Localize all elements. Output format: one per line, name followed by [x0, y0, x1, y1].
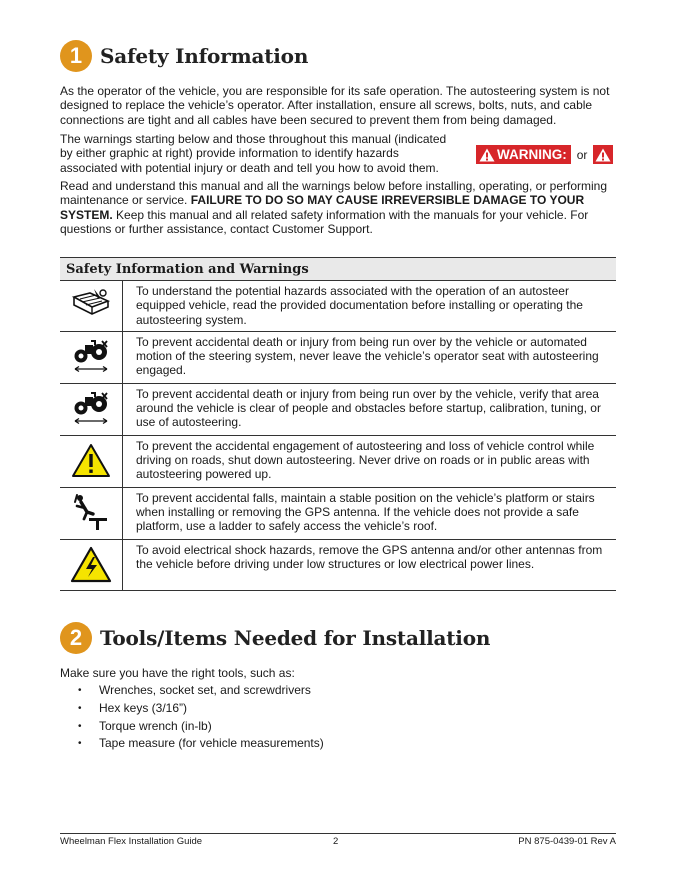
intro-paragraph: As the operator of the vehicle, you are responsible for its safe operation. The autosteering system is not designed to replace the vehicle’s operator. After installation, ensure all screws, bolts, nuts, and cable connections are tight and all cables have been secured to prevent them from being damaged.	[60, 84, 610, 127]
warning-text: To prevent accidental death or injury from being run over by the vehicle or automated motion of the steering system, never leave the vehicle’s operator seat with autosteering engaged.	[123, 331, 617, 383]
icon-cell	[60, 487, 123, 539]
or-text: or	[576, 147, 588, 162]
warning-label-graphic	[476, 145, 571, 164]
section-number-badge: 1	[60, 40, 92, 72]
section-2-heading	[60, 622, 490, 654]
warning-intro-paragraph: The warnings starting below and those throughout this manual (indicated by either graphic at right) provide information to identify hazards associated with potential injury or death and tell you how to avoid them.	[60, 132, 447, 175]
warning-text: To prevent accidental death or injury from being run over by the vehicle, verify that area around the vehicle is clear of people and obstacles before startup, calibration, tuning, or use of autosteering.	[123, 383, 617, 435]
warning-triangle-icon	[479, 148, 495, 162]
table-row	[60, 487, 616, 539]
table-row	[60, 383, 616, 435]
table-row	[60, 435, 616, 487]
icon-cell	[60, 539, 123, 590]
fall-hazard-icon	[71, 492, 111, 532]
warning-text: To understand the potential hazards associated with the operation of an autosteer equipped vehicle, read the provided documentation before installing or operating the autosteering system.	[123, 281, 617, 332]
section-1-heading	[60, 40, 308, 72]
icon-cell	[60, 331, 123, 383]
warning-label: WARNING:	[497, 147, 567, 162]
table-row	[60, 331, 616, 383]
tools-intro: Make sure you have the right tools, such as:	[60, 666, 295, 680]
read-manual-paragraph	[60, 179, 616, 236]
page-number: 2	[333, 836, 339, 847]
section-title: Safety Information	[100, 44, 309, 68]
table-row	[60, 539, 616, 590]
part-number: PN 875-0439-01 Rev A	[518, 836, 616, 847]
icon-cell	[60, 281, 123, 332]
warning-triangle-icon	[595, 148, 611, 162]
table-header: Safety Information and Warnings	[60, 258, 616, 281]
icon-cell	[60, 435, 123, 487]
electrical-hazard-icon	[70, 546, 112, 584]
section-number-badge: 2	[60, 622, 92, 654]
para3-bold: FAILURE TO DO SO MAY CAUSE IRREVERSIBLE DAMAGE TO YOUR SYSTEM.	[60, 193, 585, 222]
warning-square-graphic	[593, 145, 613, 164]
table-row	[60, 281, 616, 332]
para3-end: Keep this manual and all related safety information with the manuals for your vehicle. For questions or further assistance, contact Customer Support.	[60, 207, 589, 236]
warning-graphics	[476, 145, 613, 164]
para3-start: Read and understand this manual and all the warnings below before installing, operating, or performing maintenance or service.	[60, 179, 608, 208]
warning-text: To prevent accidental falls, maintain a stable position on the vehicle’s platform or stairs when installing or removing the GPS antenna. If the vehicle does not provide a safe platform, use a ladder to safely access the vehicle’s roof.	[123, 487, 617, 539]
caution-triangle-icon	[71, 443, 111, 479]
list-item: • Tape measure (for vehicle measurements)	[60, 735, 324, 753]
warning-text: To avoid electrical shock hazards, remove the GPS antenna and/or other antennas from the vehicle before driving under low structures or low electrical power lines.	[123, 539, 617, 590]
section-title: Tools/Items Needed for Installation	[100, 626, 491, 650]
list-item: • Hex keys (3/16”)	[60, 700, 324, 718]
table-header-row	[60, 258, 616, 281]
list-item: • Torque wrench (in-lb)	[60, 718, 324, 736]
footer-title: Wheelman Flex Installation Guide	[60, 836, 203, 847]
footer-divider	[60, 833, 616, 834]
run-over-hazard-icon	[71, 389, 111, 429]
run-over-hazard-icon	[71, 337, 111, 377]
read-manual-icon	[70, 287, 112, 321]
list-item: • Wrenches, socket set, and screwdrivers	[60, 682, 324, 700]
warning-text: To prevent the accidental engagement of autosteering and loss of vehicle control while driving on roads, shut down autosteering. Never drive on roads or in public areas with autosteering powered up.	[123, 435, 617, 487]
icon-cell	[60, 383, 123, 435]
safety-warnings-table	[60, 257, 616, 591]
tools-list	[60, 682, 324, 753]
